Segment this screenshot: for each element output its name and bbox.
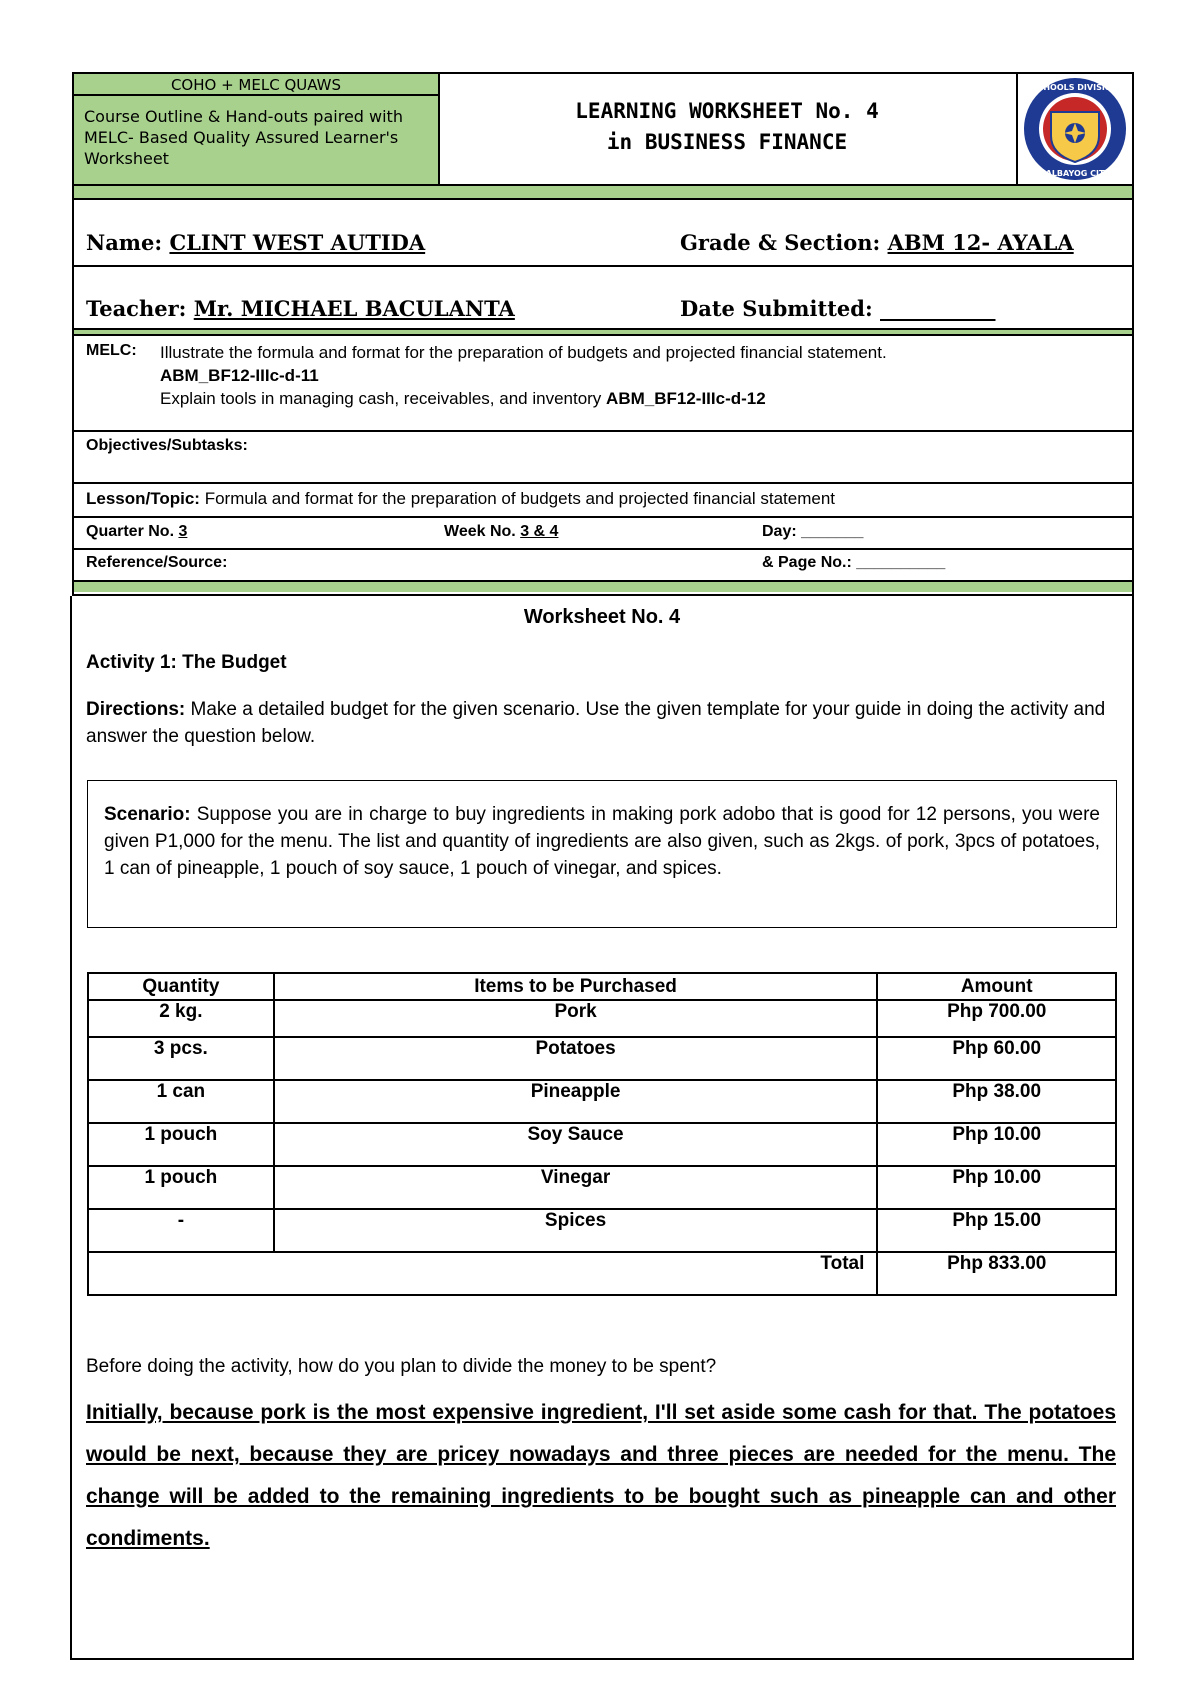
teacher-value: Mr. MICHAEL BACULANTA	[193, 296, 515, 321]
coho-title: COHO + MELC QUAWS	[74, 74, 438, 96]
green-band	[74, 186, 1132, 198]
table-row: 1 pouch Vinegar Php 10.00	[88, 1166, 1116, 1209]
melc-content	[160, 341, 1120, 410]
question: Before doing the activity, how do you plan to divide the money to be spent?	[86, 1356, 717, 1377]
teacher: Teacher: Mr. MICHAEL BACULANTA	[86, 296, 515, 321]
quarter-no: Quarter No. 3	[86, 523, 188, 540]
objectives-label: Objectives/Subtasks:	[86, 437, 248, 454]
divider	[74, 430, 1132, 432]
svg-text:CALBAYOG CITY: CALBAYOG CITY	[1039, 169, 1111, 178]
divider	[74, 548, 1132, 550]
week-no: Week No. 3 & 4	[444, 523, 559, 540]
table-row: 3 pcs. Potatoes Php 60.00	[88, 1037, 1116, 1080]
coho-description: Course Outline & Hand-outs paired with MELC- Based Quality Assured Learner's Worksheet	[74, 96, 438, 184]
melc-code1: ABM_BF12-IIIc-d-11	[160, 366, 319, 385]
table-row: - Spices Php 15.00	[88, 1209, 1116, 1252]
column-header: Amount	[877, 973, 1116, 1000]
date-submitted: Date Submitted: ___________	[680, 296, 996, 321]
table-header-row	[88, 973, 1116, 1000]
table-row: 2 kg. Pork Php 700.00	[88, 1000, 1116, 1037]
svg-text:SCHOOLS DIVISION: SCHOOLS DIVISION	[1031, 83, 1119, 92]
melc-label: MELC:	[86, 342, 137, 359]
activity-title: Activity 1: The Budget	[86, 652, 287, 673]
column-header: Items to be Purchased	[274, 973, 878, 1000]
table-total-row	[88, 1252, 1116, 1295]
divider	[74, 516, 1132, 518]
total-value: Php 833.00	[877, 1252, 1116, 1295]
date-submitted-value: ___________	[880, 296, 996, 321]
budget-table	[87, 972, 1117, 1296]
divider	[74, 198, 1132, 200]
grade-section: Grade & Section: ABM 12- AYALA	[680, 230, 1074, 255]
day: Day: _______	[762, 523, 864, 540]
directions: Directions: Make a detailed budget for the given scenario. Use the given template for your guide in doing the activity and answer the question below.	[86, 699, 1106, 747]
melc-code2: ABM_BF12-IIIc-d-12	[606, 389, 766, 408]
answer: Initially, because pork is the most expensive ingredient, I'll set aside some cash for that. The potatoes would be next, because they are pricey nowadays and three pieces are needed for the menu. The change will be added to the remaining ingredients to be bought such as pineapple can and other condiments.	[86, 1401, 1116, 1550]
student-name: Name: CLINT WEST AUTIDA	[86, 230, 426, 255]
divider	[74, 482, 1132, 484]
lesson-topic: Lesson/Topic: Formula and format for the preparation of budgets and projected financial statement	[86, 489, 836, 508]
reference-source: Reference/Source:	[86, 554, 228, 571]
grade-section-value: ABM 12- AYALA	[887, 230, 1074, 255]
page-no: & Page No.: __________	[762, 554, 946, 571]
melc-line1: Illustrate the formula and format for the preparation of budgets and projected financial statement.	[160, 343, 887, 362]
melc-line2: Explain tools in managing cash, receivables, and inventory ABM_BF12-IIIc-d-12	[160, 389, 766, 408]
worksheet-title: LEARNING WORKSHEET No. 4 in BUSINESS FINANCE	[575, 99, 879, 154]
table-row: 1 can Pineapple Php 38.00	[88, 1080, 1116, 1123]
green-band	[74, 582, 1132, 592]
divider	[74, 265, 1132, 267]
divider	[1016, 74, 1018, 184]
student-name-value: CLINT WEST AUTIDA	[169, 230, 426, 255]
scenario-box: Scenario: Suppose you are in charge to buy ingredients in making pork adobo that is good for 12 persons, you were given P1,000 for the menu. The list and quantity of ingredients are also given, such as 2kgs. of pork, 3pcs of potatoes, 1 can of pineapple, 1 pouch of soy sauce, 1 pouch of vinegar, and spices.	[87, 780, 1117, 928]
column-header: Quantity	[88, 973, 274, 1000]
worksheet-heading: Worksheet No. 4	[523, 606, 681, 628]
divider	[74, 334, 1132, 336]
school-division-seal	[1022, 76, 1128, 182]
table-row: 1 pouch Soy Sauce Php 10.00	[88, 1123, 1116, 1166]
total-label: Total	[88, 1252, 877, 1295]
